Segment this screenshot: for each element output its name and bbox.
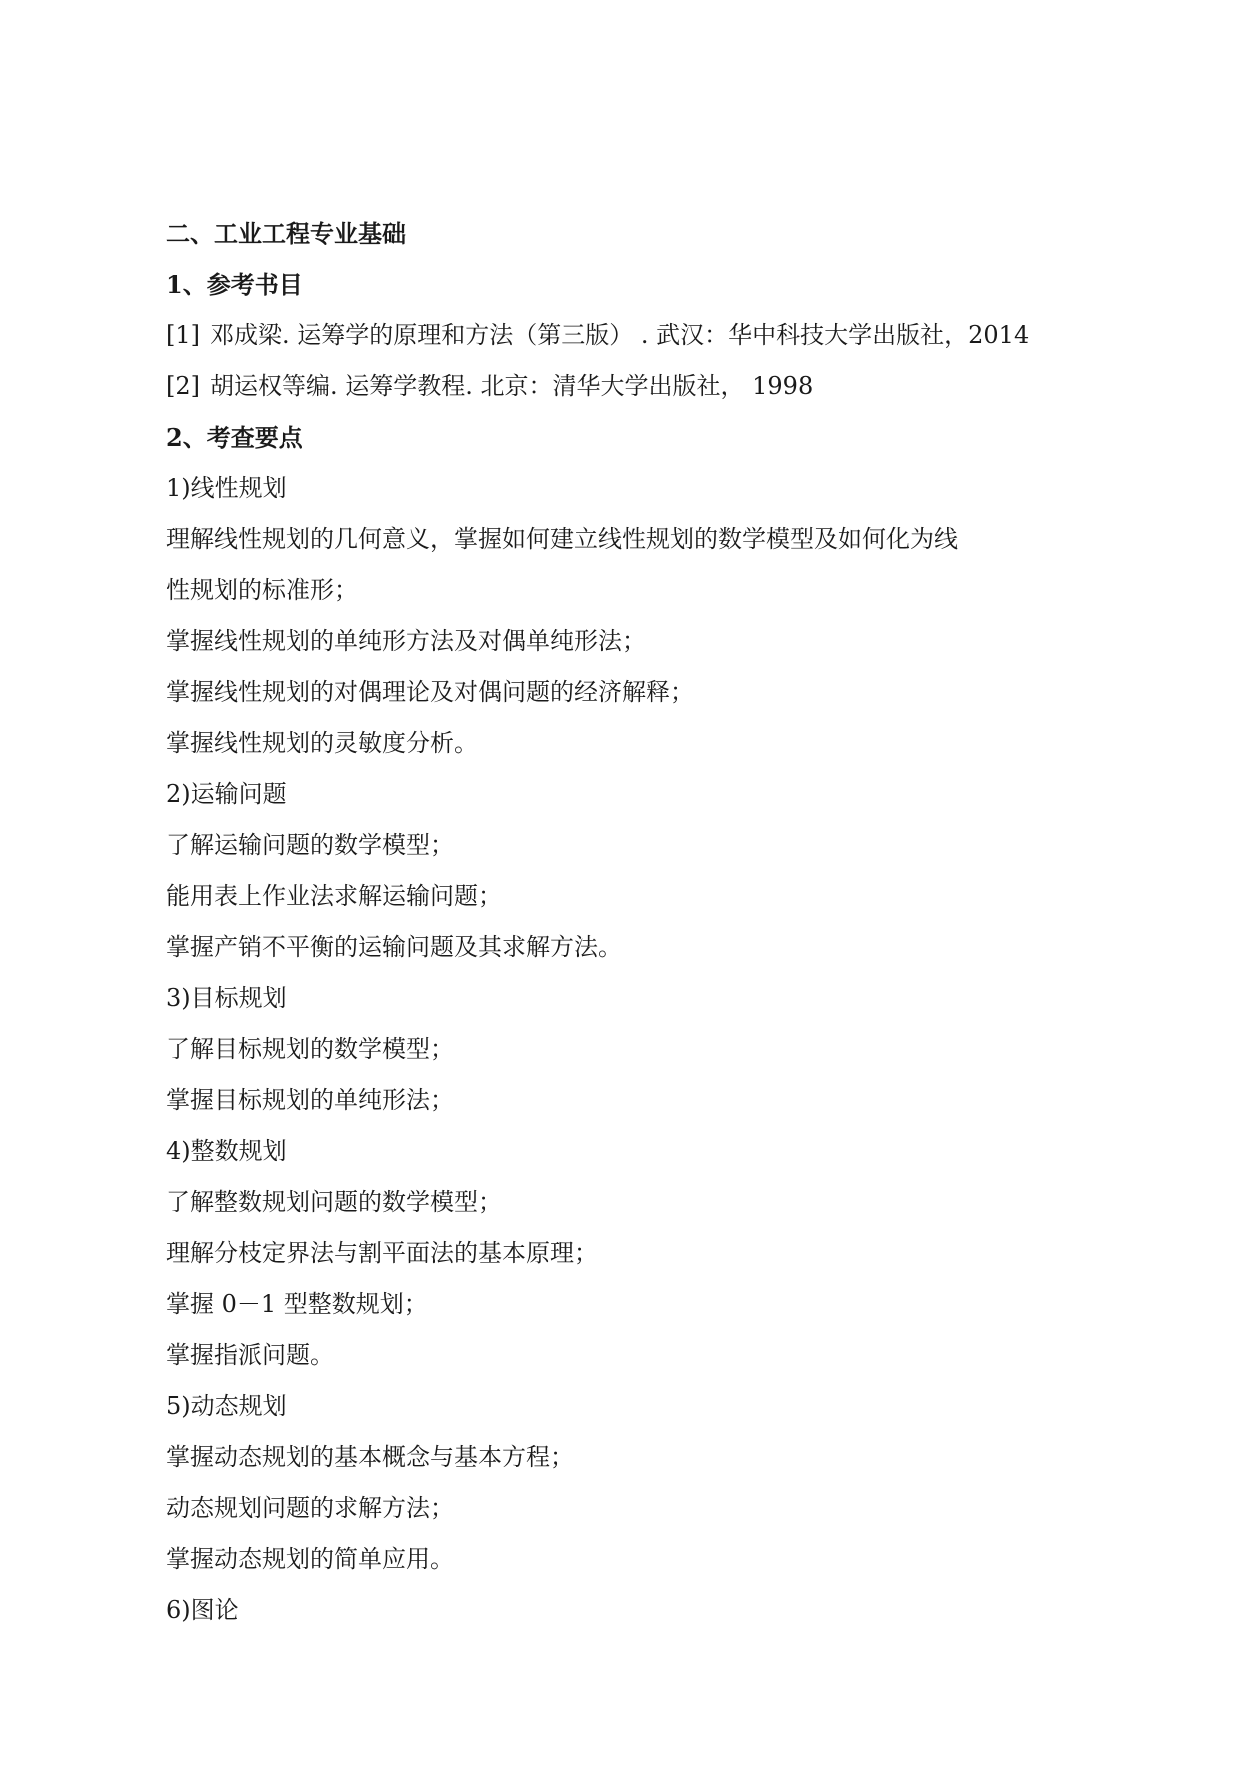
topic-point: 掌握 0－1 型整数规划； [166, 1290, 428, 1318]
topic-title: 3)目标规划 [166, 984, 287, 1012]
reference-item [166, 361, 1106, 412]
topic-title: 6)图论 [166, 1596, 239, 1624]
topic-title: 4)整数规划 [166, 1137, 287, 1165]
topic-point: 了解整数规划问题的数学模型； [166, 1188, 502, 1216]
topic-point: 理解线性规划的几何意义，掌握如何建立线性规划的数学模型及如何化为线 [166, 525, 958, 553]
document-page [166, 208, 1106, 1636]
topic-point: 理解分枝定界法与割平面法的基本原理； [166, 1239, 598, 1267]
section-title: 二、工业工程专业基础 [166, 219, 406, 248]
topic-point: 掌握指派问题。 [166, 1341, 334, 1369]
topic-point: 掌握产销不平衡的运输问题及其求解方法。 [166, 933, 622, 961]
reference-item [166, 310, 1106, 361]
topic-point: 掌握动态规划的简单应用。 [166, 1545, 454, 1573]
topic-title: 1)线性规划 [166, 474, 287, 502]
topic-point: 了解目标规划的数学模型； [166, 1035, 454, 1063]
topic-point: 掌握线性规划的灵敏度分析。 [166, 729, 478, 757]
topic-point: 掌握目标规划的单纯形法； [166, 1086, 454, 1114]
topic-point: 掌握线性规划的单纯形方法及对偶单纯形法； [166, 627, 646, 655]
reference-text: 胡运权等编. 运筹学教程. 北京：清华大学出版社， 1998 [210, 372, 814, 400]
subsection-keypoints-heading: 2、考查要点 [166, 423, 303, 452]
reference-text: 邓成梁. 运筹学的原理和方法（第三版） . 武汉：华中科技大学出版社，2014 [210, 321, 1030, 349]
topic-title: 5)动态规划 [166, 1392, 287, 1420]
topic-point: 掌握动态规划的基本概念与基本方程； [166, 1443, 574, 1471]
topic-point: 掌握线性规划的对偶理论及对偶问题的经济解释； [166, 678, 694, 706]
reference-number: [2] [166, 372, 200, 400]
topic-point: 性规划的标准形； [166, 576, 358, 604]
topic-point: 动态规划问题的求解方法； [166, 1494, 454, 1522]
topic-point: 了解运输问题的数学模型； [166, 831, 454, 859]
reference-number: [1] [166, 321, 200, 349]
topic-point: 能用表上作业法求解运输问题； [166, 882, 502, 910]
topic-title: 2)运输问题 [166, 780, 287, 808]
subsection-references-heading: 1、参考书目 [166, 270, 303, 299]
